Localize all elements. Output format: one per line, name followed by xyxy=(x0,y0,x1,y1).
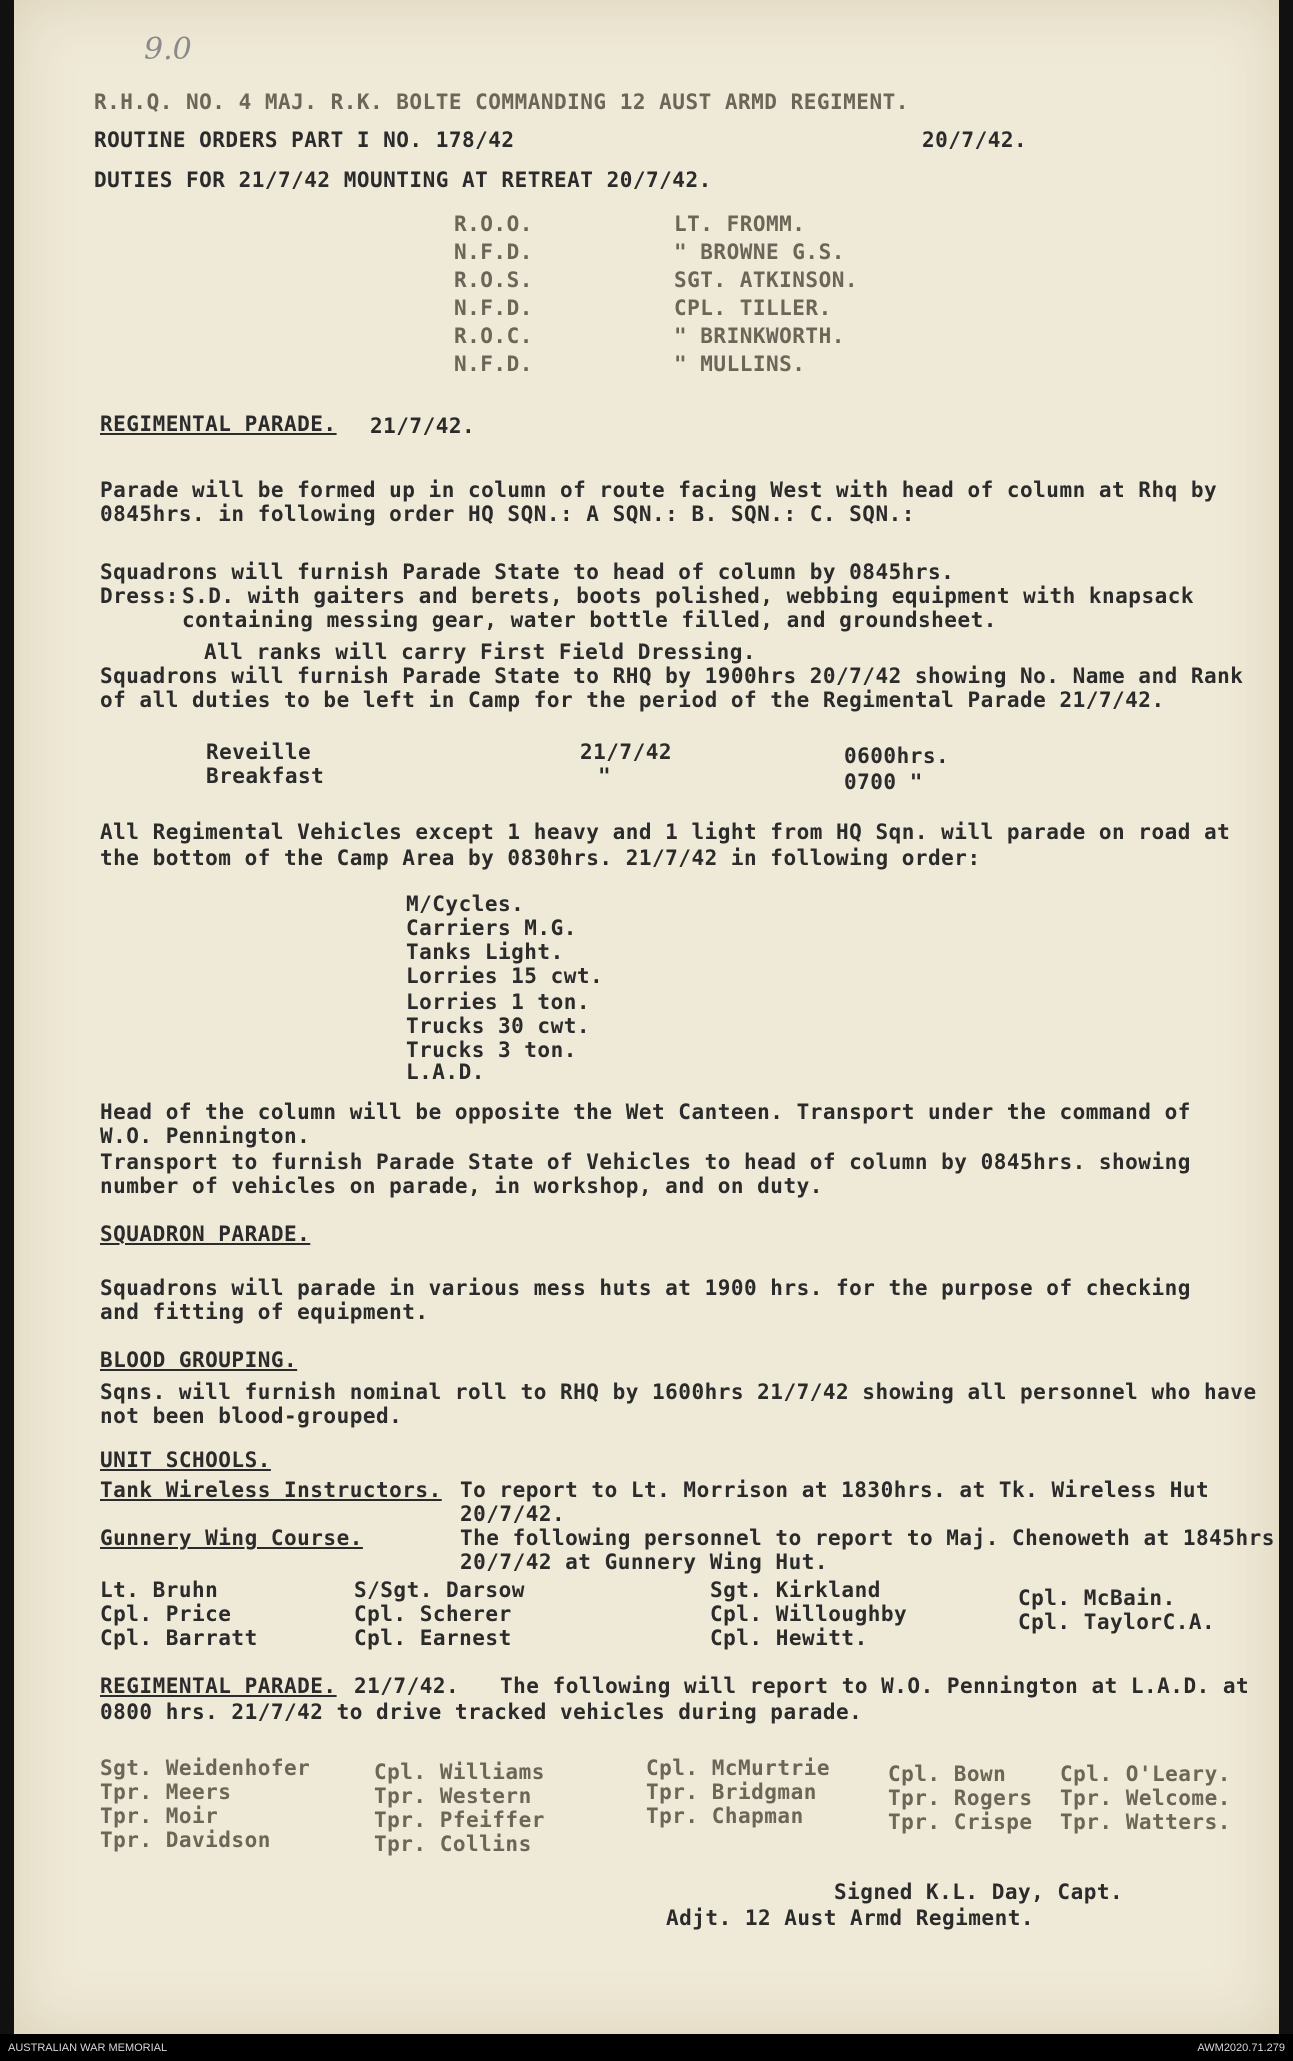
person-name: Tpr. Crispe xyxy=(888,1810,1033,1834)
duty-post: R.O.O. xyxy=(454,212,533,236)
footer-institution: AUSTRALIAN WAR MEMORIAL xyxy=(8,2042,168,2054)
signature-title: Adjt. 12 Aust Armd Regiment. xyxy=(666,1906,1035,1930)
person-name: Tpr. Collins xyxy=(374,1832,532,1856)
vehicles-line: the bottom of the Camp Area by 0830hrs. 21/7/42 in following order: xyxy=(100,846,981,870)
duty-name: LT. FROMM. xyxy=(674,212,806,236)
parade-text-line: Parade will be formed up in column of route facing West with head of column at Rhq by xyxy=(100,478,1218,502)
regimental-parade-2-date: 21/7/42. xyxy=(354,1674,460,1698)
timing-time: 0700 " xyxy=(844,770,923,794)
person-name: Cpl. Earnest xyxy=(354,1626,512,1650)
blood-grouping-heading: BLOOD GROUPING. xyxy=(100,1348,298,1372)
vehicles-line: All Regimental Vehicles except 1 heavy and 1 light from HQ Sqn. will parade on road at xyxy=(100,820,1231,844)
tank-wireless-label: Tank Wireless Instructors. xyxy=(100,1478,442,1502)
timing-event: Reveille xyxy=(206,740,312,764)
person-name: Lt. Bruhn xyxy=(100,1578,219,1602)
squadron-parade-heading: SQUADRON PARADE. xyxy=(100,1222,311,1246)
timing-date: " xyxy=(598,764,612,788)
footer-accession-number: AWM2020.71.279 xyxy=(1197,2042,1285,2054)
gunnery-wing-line: 20/7/42 at Gunnery Wing Hut. xyxy=(460,1550,829,1574)
camp-line: of all duties to be left in Camp for the period of the Regimental Parade 21/7/42. xyxy=(100,688,1165,712)
person-name: S/Sgt. Darsow xyxy=(354,1578,525,1602)
person-name: Tpr. Bridgman xyxy=(646,1780,817,1804)
document-title: R.H.Q. NO. 4 MAJ. R.K. BOLTE COMMANDING 12 AUST ARMD REGIMENT. xyxy=(94,90,909,114)
vehicle-order-item: L.A.D. xyxy=(406,1060,485,1084)
tank-wireless-line: 20/7/42. xyxy=(460,1502,566,1526)
regimental-parade-2-line: 0800 hrs. 21/7/42 to drive tracked vehicles during parade. xyxy=(100,1700,863,1724)
regimental-parade-2-line: The following will report to W.O. Pennington at L.A.D. at xyxy=(500,1674,1250,1698)
dress-label: Dress: xyxy=(100,584,179,608)
dress-line: containing messing gear, water bottle filled, and groundsheet. xyxy=(182,608,997,632)
tank-wireless-line: To report to Lt. Morrison at 1830hrs. at Tk. Wireless Hut xyxy=(460,1478,1210,1502)
regimental-parade-heading: REGIMENTAL PARADE. xyxy=(100,412,337,436)
person-name: Cpl. Price xyxy=(100,1602,232,1626)
after-line: Head of the column will be opposite the Wet Canteen. Transport under the command of xyxy=(100,1100,1191,1124)
vehicle-order-item: M/Cycles. xyxy=(406,892,525,916)
vehicle-order-item: Lorries 1 ton. xyxy=(406,990,591,1014)
archive-footer xyxy=(0,2034,1293,2061)
timing-date: 21/7/42 xyxy=(580,740,673,764)
person-name: Tpr. Moir xyxy=(100,1804,219,1828)
person-name: Cpl. McMurtrie xyxy=(646,1756,831,1780)
blood-grouping-line: Sqns. will furnish nominal roll to RHQ by 1600hrs 21/7/42 showing all personnel who have xyxy=(100,1380,1257,1404)
vehicle-order-item: Trucks 30 cwt. xyxy=(406,1014,591,1038)
squadron-state-line: Squadrons will furnish Parade State to head of column by 0845hrs. xyxy=(100,560,955,584)
after-line: W.O. Pennington. xyxy=(100,1124,311,1148)
duty-name: CPL. TILLER. xyxy=(674,296,832,320)
vehicle-order-item: Carriers M.G. xyxy=(406,916,577,940)
signature-line: Signed K.L. Day, Capt. xyxy=(834,1880,1124,1904)
person-name: Tpr. Welcome. xyxy=(1060,1786,1231,1810)
after-line: Transport to furnish Parade State of Vehicles to head of column by 0845hrs. showing xyxy=(100,1150,1191,1174)
order-number: ROUTINE ORDERS PART I NO. 178/42 xyxy=(94,128,515,152)
person-name: Sgt. Kirkland xyxy=(710,1578,881,1602)
duty-post: N.F.D. xyxy=(454,240,533,264)
person-name: Cpl. Scherer xyxy=(354,1602,512,1626)
person-name: Tpr. Meers xyxy=(100,1780,232,1804)
duty-post: N.F.D. xyxy=(454,296,533,320)
squadron-parade-line: Squadrons will parade in various mess huts at 1900 hrs. for the purpose of checking xyxy=(100,1276,1191,1300)
duties-line: DUTIES FOR 21/7/42 MOUNTING AT RETREAT 20/7/42. xyxy=(94,168,712,192)
person-name: Tpr. Chapman xyxy=(646,1804,804,1828)
pencil-note: 9.0 xyxy=(144,32,192,67)
dress-line: All ranks will carry First Field Dressing. xyxy=(204,640,757,664)
unit-schools-heading: UNIT SCHOOLS. xyxy=(100,1448,271,1472)
timing-event: Breakfast xyxy=(206,764,325,788)
order-date: 20/7/42. xyxy=(922,128,1028,152)
duty-post: R.O.S. xyxy=(454,268,533,292)
gunnery-wing-label: Gunnery Wing Course. xyxy=(100,1526,363,1550)
person-name: Cpl. Williams xyxy=(374,1760,545,1784)
regimental-parade-date: 21/7/42. xyxy=(370,414,476,438)
person-name: Cpl. TaylorC.A. xyxy=(1018,1610,1216,1634)
parade-text-line: 0845hrs. in following order HQ SQN.: A SQN.: B. SQN.: C. SQN.: xyxy=(100,502,915,526)
person-name: Tpr. Davidson xyxy=(100,1828,271,1852)
person-name: Tpr. Western xyxy=(374,1784,532,1808)
duty-name: " BRINKWORTH. xyxy=(674,324,845,348)
person-name: Cpl. Willoughby xyxy=(710,1602,908,1626)
after-line: number of vehicles on parade, in workshop, and on duty. xyxy=(100,1174,823,1198)
person-name: Cpl. O'Leary. xyxy=(1060,1762,1231,1786)
timing-time: 0600hrs. xyxy=(844,744,950,768)
regimental-parade-2-heading: REGIMENTAL PARADE. xyxy=(100,1674,337,1698)
person-name: Tpr. Pfeiffer xyxy=(374,1808,545,1832)
duty-name: SGT. ATKINSON. xyxy=(674,268,859,292)
person-name: Sgt. Weidenhofer xyxy=(100,1756,311,1780)
person-name: Cpl. Bown xyxy=(888,1762,1007,1786)
vehicle-order-item: Trucks 3 ton. xyxy=(406,1038,577,1062)
duty-post: N.F.D. xyxy=(454,352,533,376)
person-name: Tpr. Rogers xyxy=(888,1786,1033,1810)
blood-grouping-line: not been blood-grouped. xyxy=(100,1404,403,1428)
dress-line: S.D. with gaiters and berets, boots polished, webbing equipment with knapsack xyxy=(182,584,1195,608)
duty-post: R.O.C. xyxy=(454,324,533,348)
person-name: Cpl. Barratt xyxy=(100,1626,258,1650)
document-page xyxy=(14,0,1279,2034)
duty-name: " MULLINS. xyxy=(674,352,806,376)
vehicle-order-item: Lorries 15 cwt. xyxy=(406,964,604,988)
gunnery-wing-line: The following personnel to report to Maj. Chenoweth at 1845hrs xyxy=(460,1526,1275,1550)
person-name: Tpr. Watters. xyxy=(1060,1810,1231,1834)
camp-line: Squadrons will furnish Parade State to RHQ by 1900hrs 20/7/42 showing No. Name and Rank xyxy=(100,664,1244,688)
person-name: Cpl. McBain. xyxy=(1018,1586,1176,1610)
squadron-parade-line: and fitting of equipment. xyxy=(100,1300,429,1324)
person-name: Cpl. Hewitt. xyxy=(710,1626,868,1650)
vehicle-order-item: Tanks Light. xyxy=(406,940,564,964)
duty-name: " BROWNE G.S. xyxy=(674,240,845,264)
